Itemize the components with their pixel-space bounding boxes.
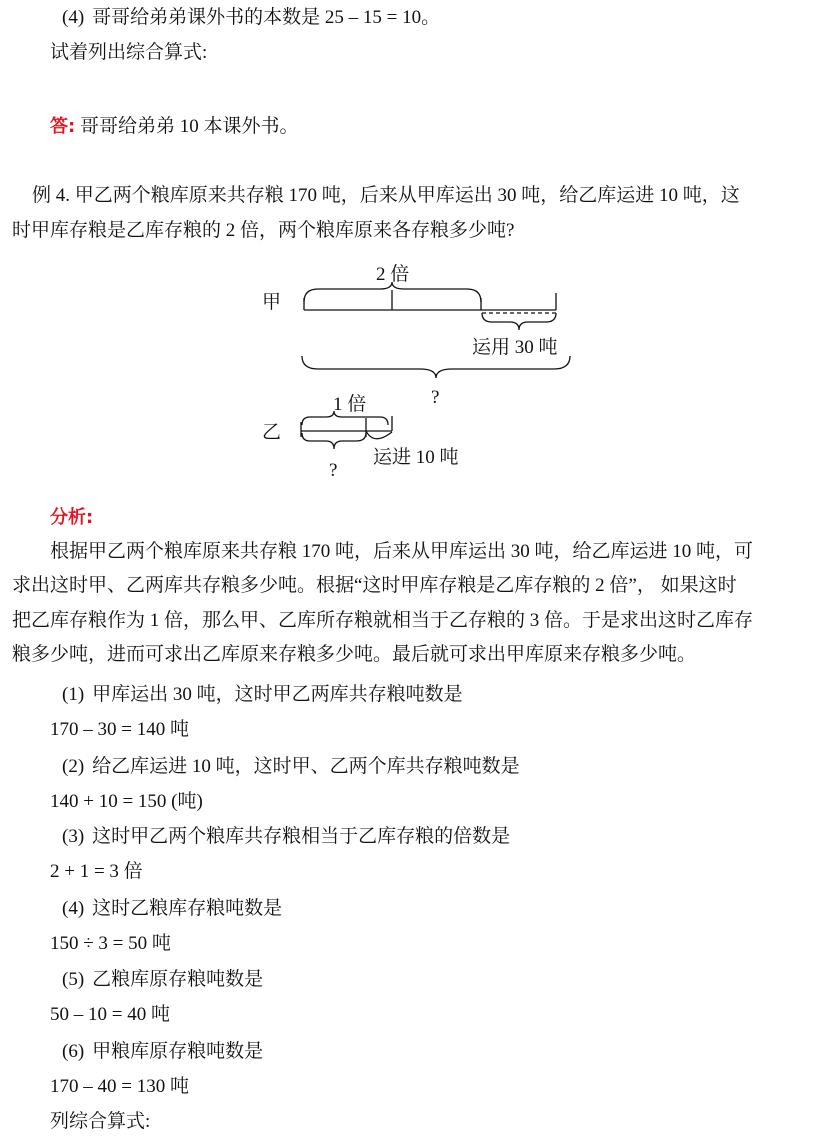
step-number: (4)	[62, 898, 85, 919]
step-6-line	[62, 1040, 263, 1064]
step-4-analysis-line	[62, 897, 282, 921]
step-text: 乙粮库原存粮吨数是	[92, 969, 264, 990]
moved-in-label: 运进 10 吨	[373, 447, 459, 468]
step-number: (3)	[62, 826, 85, 847]
step-1-formula: 170 – 30 = 140 吨	[50, 719, 189, 740]
step-text: 这时甲乙两个粮库共存粮相当于乙库存粮的倍数是	[92, 826, 511, 847]
step-text: 哥哥给弟弟课外书的本数是 25 – 15 = 10。	[92, 7, 441, 28]
moved-out-brace	[482, 313, 556, 330]
step-text: 甲粮库原存粮吨数是	[92, 1041, 264, 1062]
jia-label: 甲	[262, 292, 282, 313]
example-4-line-2: 时甲库存粮是乙库存粮的 2 倍，两个粮库原来各存粮多少吨?	[12, 220, 515, 241]
step-number: (6)	[62, 1041, 85, 1062]
yi-label: 乙	[262, 422, 282, 443]
combined-formula-prompt: 列综合算式:	[50, 1111, 151, 1132]
analysis-label	[50, 506, 93, 530]
jia-multiple-label: 2 倍	[376, 264, 410, 285]
yi-question-mark: ?	[329, 460, 338, 481]
example-4-line-1: 例 4. 甲乙两个粮库原来共存粮 170 吨，后来从甲库运出 30 吨，给乙库运进 10 吨，这	[32, 185, 740, 206]
step-text: 给乙库运进 10 吨，这时甲、乙两个库共存粮吨数是	[92, 756, 520, 777]
step-4-formula: 150 ÷ 3 = 50 吨	[50, 933, 171, 954]
analysis-label-text: 分析:	[50, 507, 94, 528]
step-6-formula: 170 – 40 = 130 吨	[50, 1076, 189, 1097]
step-number: (5)	[62, 969, 85, 990]
analysis-paragraph-line-2: 求出这时甲、乙两库共存粮多少吨。根据“这时甲库存粮是乙库存粮的 2 倍”， 如果这时	[12, 575, 737, 596]
try-combined-prompt: 试着列出综合算式:	[50, 42, 208, 63]
total-question-mark: ?	[431, 387, 440, 408]
yi-original-brace	[302, 433, 366, 449]
step-1-line	[62, 683, 463, 707]
step-2-line	[62, 755, 520, 779]
answer-text: 哥哥给弟弟 10 本课外书。	[79, 116, 299, 137]
step-text: 甲库运出 30 吨，这时甲乙两库共存粮吨数是	[92, 684, 463, 705]
analysis-paragraph-line-3: 把乙库存粮作为 1 倍，那么甲、乙库所存粮就相当于乙存粮的 3 倍。于是求出这时乙库存	[12, 610, 754, 631]
step-number: (1)	[62, 684, 85, 705]
total-brace	[302, 356, 570, 378]
step-3-line	[62, 825, 510, 849]
step-3-formula: 2 + 1 = 3 倍	[50, 861, 143, 882]
step-number: (4)	[62, 7, 85, 28]
step-5-formula: 50 – 10 = 40 吨	[50, 1004, 170, 1025]
moved-out-label: 运用 30 吨	[472, 337, 558, 358]
step-2-formula: 140 + 10 = 150 (吨)	[50, 791, 203, 812]
yi-multiple-label: 1 倍	[333, 394, 367, 415]
answer-label: 答:	[50, 116, 76, 137]
analysis-paragraph-line-1: 根据甲乙两个粮库原来共存粮 170 吨，后来从甲库运出 30 吨，给乙库运进 10 吨，可	[50, 541, 754, 562]
moved-in-arc	[366, 431, 392, 439]
step-text: 这时乙粮库存粮吨数是	[92, 898, 283, 919]
analysis-paragraph-line-4: 粮多少吨，进而可求出乙库原来存粮多少吨。最后就可求出甲库原来存粮多少吨。	[12, 644, 697, 665]
step-number: (2)	[62, 756, 85, 777]
step-5-line	[62, 968, 263, 992]
